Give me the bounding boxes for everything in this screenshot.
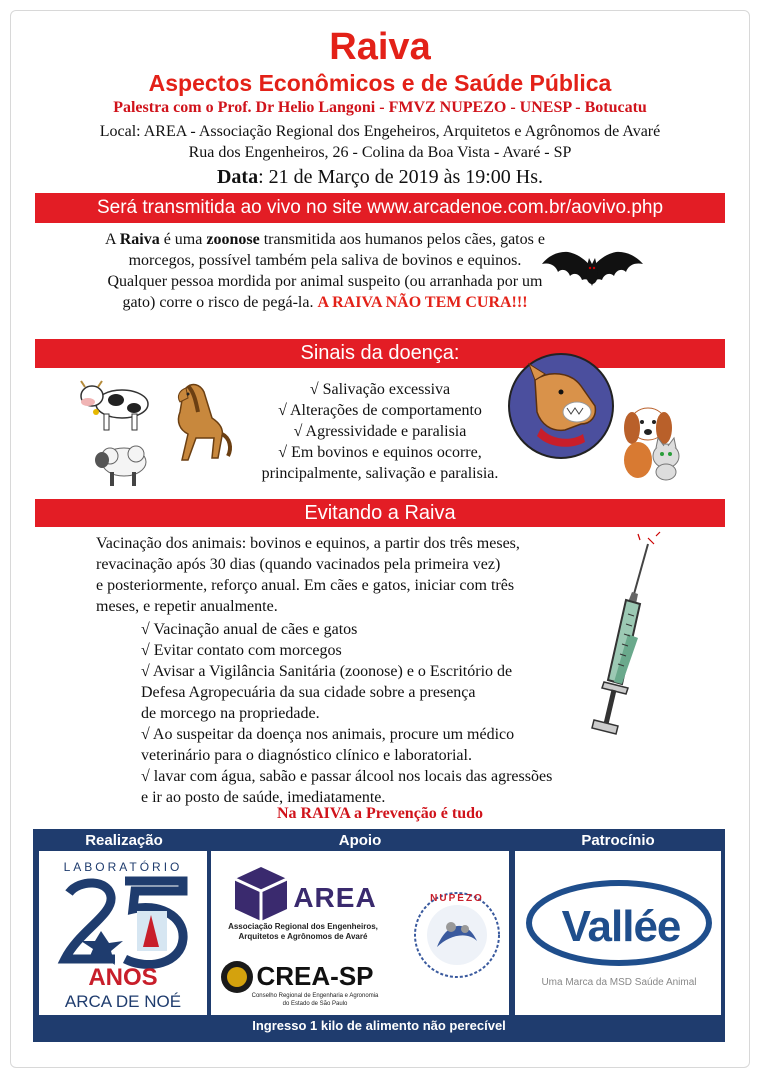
measure-line: √ lavar com água, sabão e passar álcool nos locais das agressões (141, 768, 553, 785)
bat-icon (540, 246, 645, 306)
horse-icon (158, 378, 238, 470)
measure-line: √ Ao suspeitar da doença nos animais, procure um médico (141, 726, 515, 743)
prevention-slogan: Na RAIVA a Prevenção é tudo (276, 805, 484, 822)
event-date (0, 166, 760, 189)
date-value: : 21 de Março de 2019 às 19:00 Hs. (258, 166, 544, 188)
event-address: Rua dos Engenheiros, 26 - Colina da Boa Vista - Avaré - SP (188, 144, 572, 161)
vaccination-text (96, 533, 616, 617)
patrocinio-heading: Patrocínio (581, 832, 655, 849)
area-name: AREA (293, 882, 377, 913)
arca-top-text: LABORATÓRIO (63, 860, 183, 874)
crea-desc: do Estado de São Paulo (282, 1001, 348, 1007)
event-location: Local: AREA - Associação Regional dos Engeheiros, Arquitetos e Agrônomos de Avaré (99, 123, 661, 140)
vaccination-line: revacinação após 30 dias (quando vacinados pela primeira vez) (96, 556, 501, 573)
date-label: Data (216, 166, 259, 188)
sign-item: √ Em bovinos e equinos ocorre, (278, 444, 482, 461)
realizacao-heading: Realização (85, 832, 163, 849)
crea-name: CREA-SP (256, 961, 374, 991)
dog-cat-icon (618, 394, 690, 482)
vallee-name: Vallée (561, 902, 681, 951)
sign-item: √ Agressividade e paralisia (293, 423, 467, 440)
arca-years-text: ANOS (88, 964, 158, 991)
intro-text (100, 229, 550, 313)
intro-part: é uma (159, 231, 207, 248)
measure-line: Defesa Agropecuária da sua cidade sobre a presença (141, 684, 476, 701)
signs-heading: Sinais da doença: (35, 339, 725, 368)
measure-line: e ir ao posto de saúde, imediatamente. (141, 789, 386, 806)
signs-list (230, 379, 530, 484)
apoio-logos (211, 851, 509, 1015)
vaccination-line: Vacinação dos animais: bovinos e equinos, a partir dos três meses, (96, 535, 520, 552)
page-subtitle: Aspectos Econômicos e de Saúde Pública (148, 70, 612, 96)
crea-sp-logo (221, 961, 379, 1007)
vallee-logo (515, 851, 721, 1015)
sheep-icon (92, 438, 152, 490)
footer-sponsors (33, 829, 725, 1042)
measure-line: √ Avisar a Vigilância Sanitária (zoonose) e o Escritório de (141, 663, 513, 680)
area-desc: Associação Regional dos Engenheiros, (228, 922, 378, 931)
area-desc: Arquitetos e Agrônomos de Avaré (238, 932, 368, 941)
cow-icon (76, 378, 156, 434)
page-title: Raiva (329, 26, 431, 68)
syringe-icon (588, 534, 668, 744)
sign-item: √ Salivação excessiva (309, 381, 451, 398)
prevention-heading: Evitando a Raiva (35, 499, 725, 527)
measure-line: √ Vacinação anual de cães e gatos (141, 621, 358, 638)
lecture-info: Palestra com o Prof. Dr Helio Langoni - FMVZ NUPEZO - UNESP - Botucatu (113, 99, 647, 116)
ingresso-note: Ingresso 1 kilo de alimento não perecível (252, 1018, 506, 1033)
intro-raiva: Raiva (119, 231, 160, 248)
nupezo-logo (415, 893, 499, 977)
rabid-dog-icon (505, 350, 617, 462)
arca-de-noe-logo (39, 851, 207, 1015)
intro-zoonose: zoonose (206, 231, 260, 248)
measure-line: veterinário para o diagnóstico clínico e laboratorial. (141, 747, 472, 764)
sign-item: √ Alterações de comportamento (278, 402, 482, 419)
area-logo (228, 867, 378, 941)
stream-banner: Será transmitida ao vivo no site www.arcadenoe.com.br/aovivo.php (35, 193, 725, 223)
measures-list (141, 619, 631, 808)
intro-part: A (105, 231, 120, 248)
nupezo-name: NUPEZO (430, 893, 484, 904)
arca-name-text: ARCA DE NOÉ (64, 992, 182, 1011)
vallee-tagline: Uma Marca da MSD Saúde Animal (541, 977, 697, 988)
sign-item: principalmente, salivação e paralisia. (261, 465, 499, 482)
intro-part: transmitida aos humanos pelos cães, gatos e morcegos, possível também pela saliva de bovinos e equinos. Qualquer pessoa mordida por animal suspeito (ou arranhada por um gato) corre o risco de pegá-la. (107, 231, 545, 311)
vaccination-line: e posteriormente, reforço anual. Em cães e gatos, iniciar com três (96, 577, 515, 594)
apoio-heading: Apoio (338, 832, 382, 849)
measure-line: √ Evitar contato com morcegos (141, 642, 342, 659)
intro-warning: A RAIVA NÃO TEM CURA!!! (317, 294, 528, 311)
crea-desc: Conselho Regional de Engenharia e Agronomia (251, 993, 379, 999)
vaccination-line: meses, e repetir anualmente. (96, 598, 278, 615)
measure-line: de morcego na propriedade. (141, 705, 320, 722)
